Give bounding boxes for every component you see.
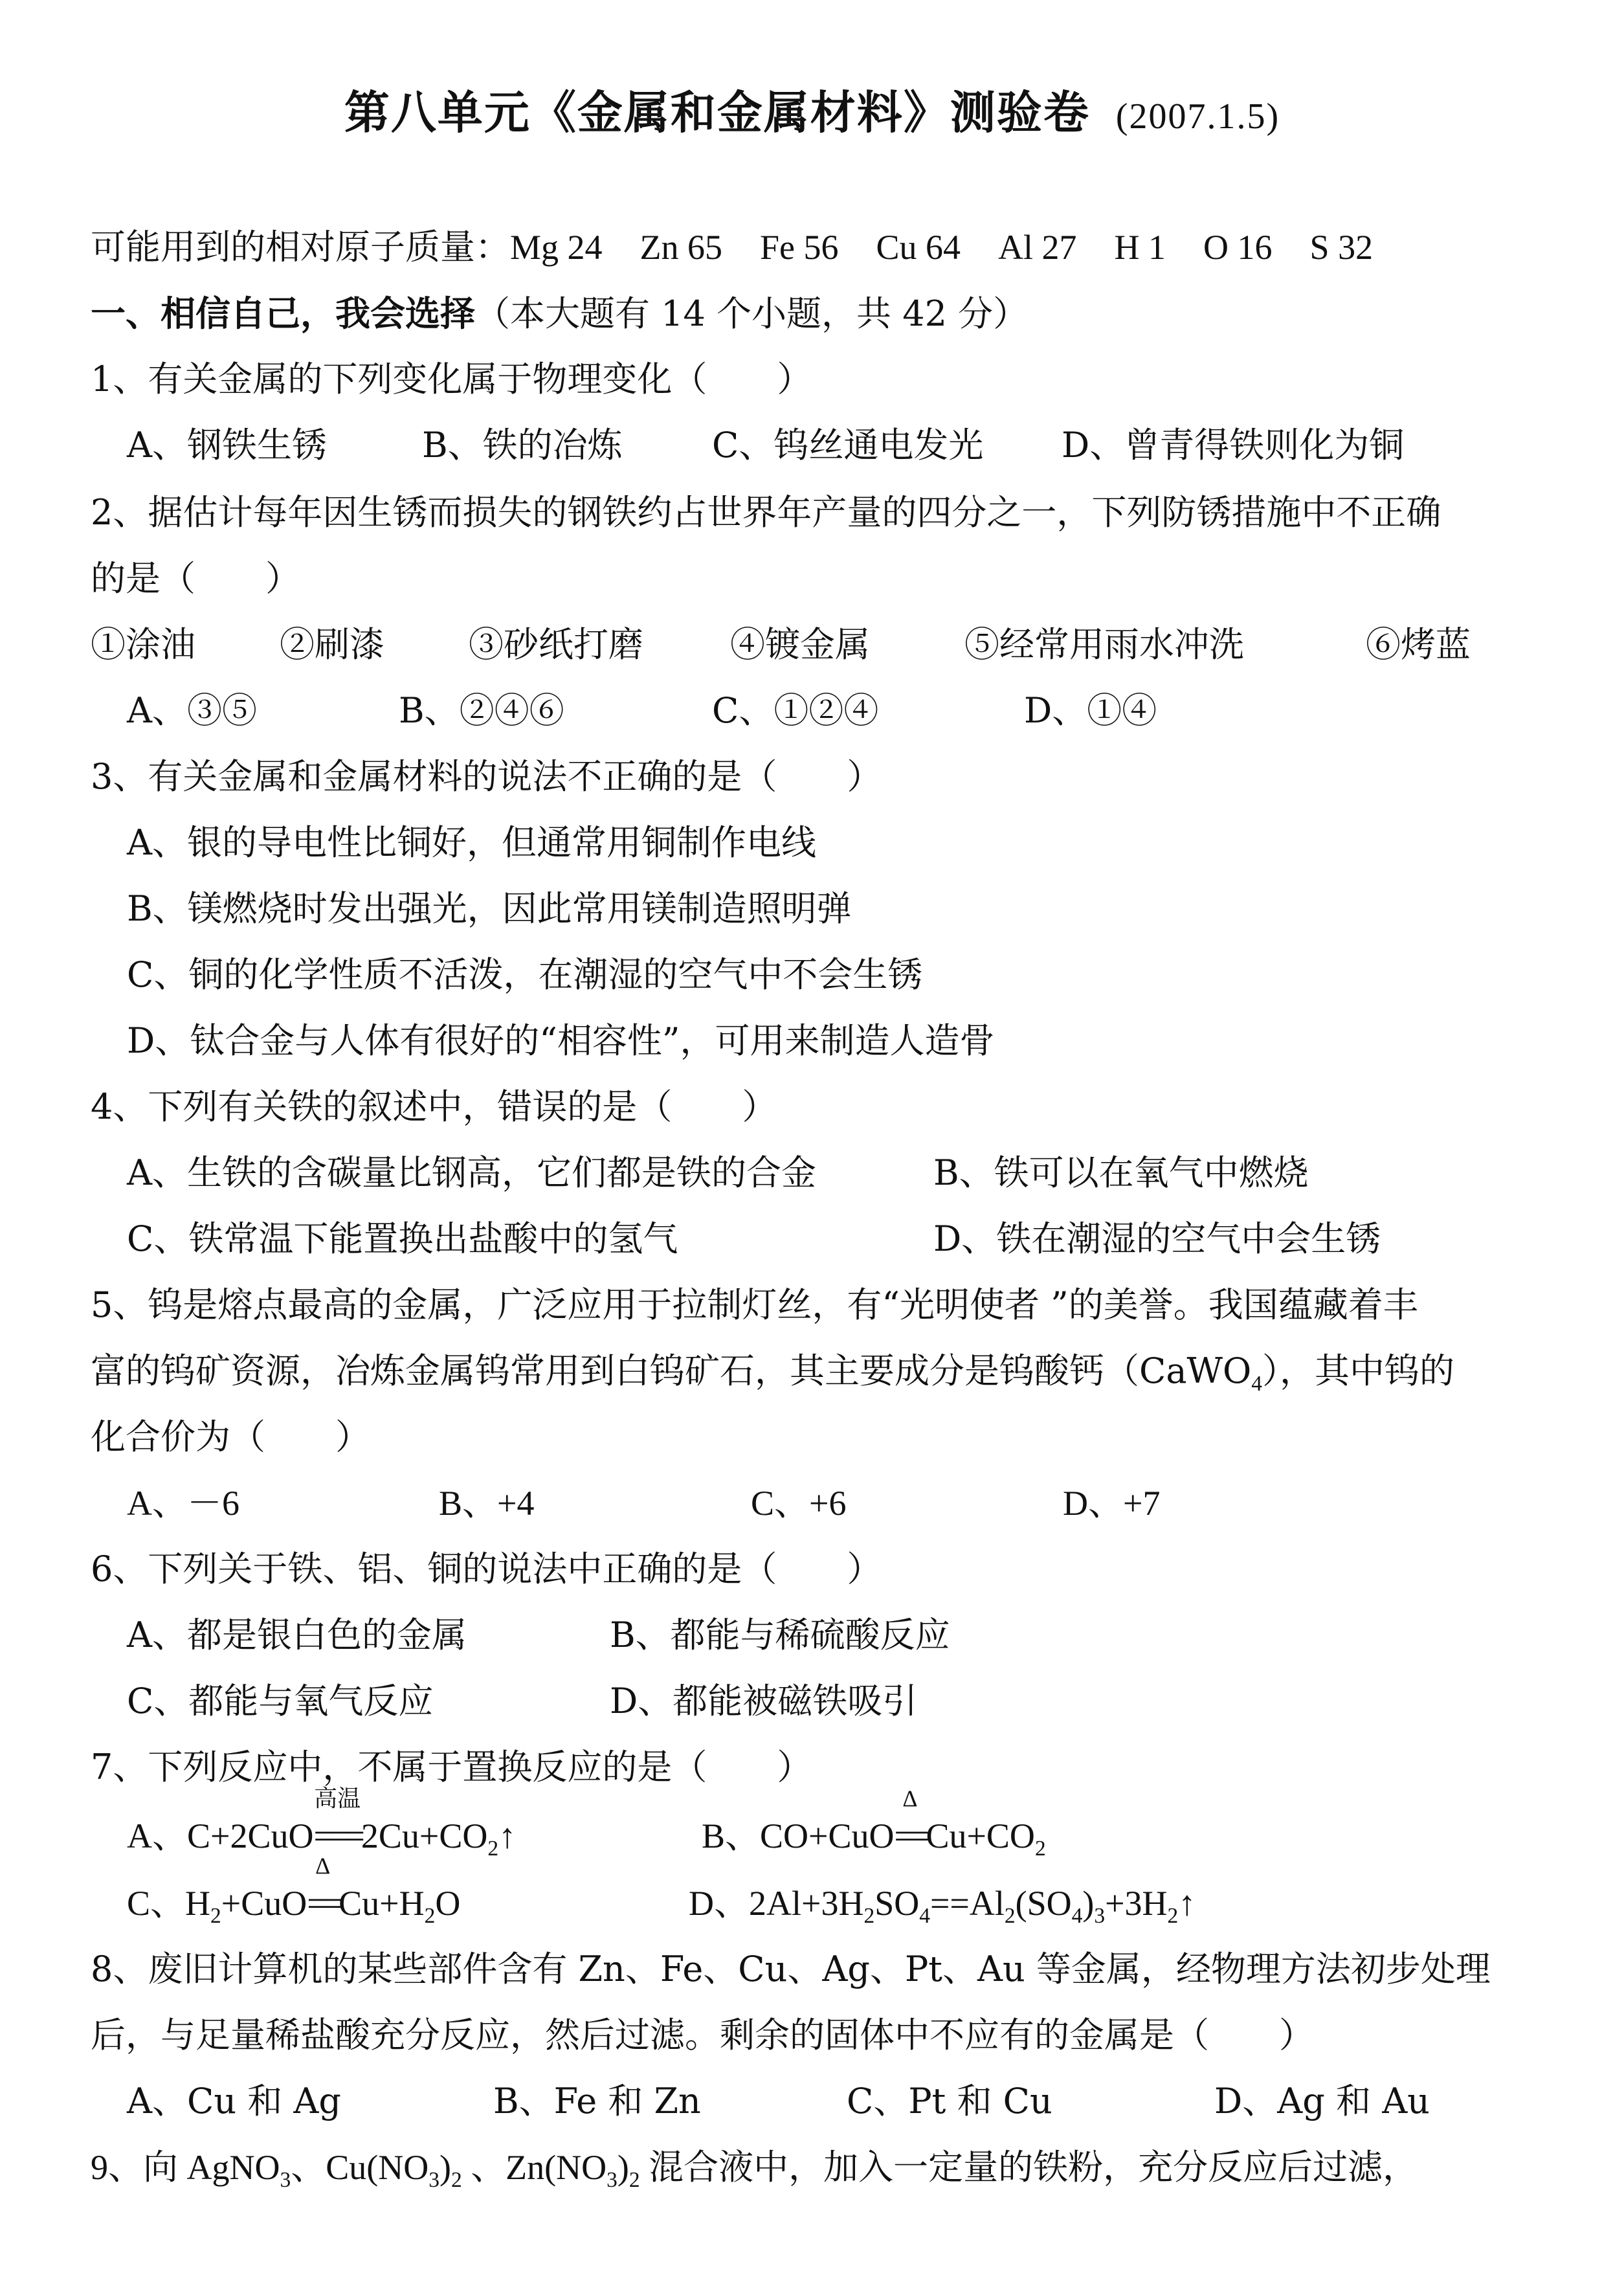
question-5-stem-line1: 5、钨是熔点最高的金属，广泛应用于拉制灯丝，有“光明使者 ”的美誉。我国蕴藏着丰 — [91, 1284, 1418, 1325]
condition-heat: Δ — [902, 1785, 918, 1811]
option-b[interactable]: B、+4 — [439, 1484, 535, 1523]
mass-item: Mg 24 — [510, 228, 603, 267]
question-9-stem: 9、向 AgNO$_3$、$Cu(NO_3)_2$ 、$Zn(NO_3)_2$ 混合液中，加入一定量的铁粉，充分反应后过滤， — [91, 2148, 1418, 2192]
option-d[interactable]: D、$2Al+3H_2SO_4==Al_2(SO_4)_3+3H_2↑$ — [689, 1884, 1196, 1928]
condition-high-temp: 高温 — [314, 1785, 361, 1811]
mass-item: Al 27 — [998, 228, 1077, 267]
question-8-stem-line1: 8、废旧计算机的某些部件含有 Zn、Fe、Cu、Ag、Pt、Au 等金属，经物理方法初步处理 — [91, 1949, 1491, 1989]
option-b[interactable]: B、铁可以在氧气中燃烧 — [933, 1152, 1309, 1193]
mass-item: H 1 — [1114, 228, 1166, 267]
stem-text: ），其中钨的 — [1262, 1350, 1455, 1391]
atomic-masses-line — [91, 224, 1541, 271]
measure-item: ③砂纸打磨 — [469, 624, 643, 665]
option-a[interactable]: A、银的导电性比铜好，但通常用铜制作电线 — [127, 822, 816, 863]
question-2-measures — [91, 621, 1541, 668]
option-d[interactable]: D、+7 — [1063, 1484, 1161, 1523]
option-d[interactable]: D、钛合金与人体有很好的“相容性”，可用来制造人造骨 — [127, 1020, 995, 1061]
question-4-options-row2 — [127, 1216, 1577, 1262]
exam-date: (2007.1.5) — [1115, 96, 1280, 137]
question-5-stem-line3: 化合价为（ ） — [91, 1416, 370, 1457]
measure-item: ②刷漆 — [280, 624, 384, 665]
question-2-options — [127, 688, 1577, 734]
question-6-options-row1 — [127, 1612, 1577, 1659]
option-b[interactable]: B、镁燃烧时发出强光，因此常用镁制造照明弹 — [127, 888, 852, 929]
reaction-condition: 高温 === — [313, 1785, 361, 1855]
section-heading — [91, 290, 1541, 337]
option-c[interactable]: C、①②④ — [712, 690, 879, 731]
option-d[interactable]: D、铁在潮湿的空气中会生锈 — [933, 1218, 1381, 1259]
mass-item: Fe 56 — [760, 228, 839, 267]
option-c[interactable]: C、铁常温下能置换出盐酸中的氢气 — [127, 1218, 678, 1259]
measure-item: ⑥烤蓝 — [1366, 624, 1471, 665]
section-note: （本大题有 14 个小题，共 42 分） — [475, 293, 1029, 334]
option-b[interactable]: B、Fe 和 Zn — [493, 2081, 701, 2121]
mass-item: Zn 65 — [640, 228, 723, 267]
question-5-options — [127, 1480, 1577, 1527]
option-c[interactable]: C、都能与氧气反应 — [127, 1681, 434, 1721]
option-d[interactable]: D、①④ — [1024, 690, 1157, 731]
option-a[interactable]: A、钢铁生锈 — [127, 425, 327, 465]
option-c[interactable]: C、Pt 和 Cu — [847, 2081, 1052, 2121]
question-6-options-row2 — [127, 1678, 1577, 1725]
mass-item: S 32 — [1309, 228, 1374, 267]
masses-label: 可能用到的相对原子质量： — [91, 227, 510, 267]
question-4-options-row1 — [127, 1150, 1577, 1196]
stem-text: 富的钨矿资源，冶炼金属钨常用到白钨矿石，其主要成分是钨酸钙（CaWO — [91, 1350, 1252, 1391]
option-c[interactable]: C、+6 — [751, 1484, 847, 1523]
title-text: 第八单元《金属和金属材料》测验卷 — [344, 85, 1090, 139]
mass-item: Cu 64 — [876, 228, 961, 267]
question-7-options-row2 — [127, 1853, 1577, 1928]
question-7-stem: 7、下列反应中，不属于置换反应的是（ ） — [91, 1747, 812, 1787]
option-d[interactable]: D、都能被磁铁吸引 — [610, 1681, 918, 1721]
question-6-stem: 6、下列关于铁、铝、铜的说法中正确的是（ ） — [91, 1549, 882, 1589]
option-c[interactable]: C、铜的化学性质不活泼，在潮湿的空气中不会生锈 — [127, 954, 923, 995]
option-c[interactable]: C、钨丝通电发光 — [712, 425, 984, 465]
stem-text: 混合液中，加入一定量的铁粉，充分反应后过滤， — [649, 2148, 1418, 2187]
option-a[interactable]: A、Cu 和 Ag — [127, 2081, 341, 2121]
option-b[interactable]: B、②④⑥ — [399, 690, 564, 731]
measure-item: ⑤经常用雨水冲洗 — [964, 624, 1244, 665]
measure-item: ④镀金属 — [730, 624, 870, 665]
question-8-options — [127, 2078, 1577, 2125]
option-d[interactable]: D、曾青得铁则化为铜 — [1062, 425, 1405, 465]
question-1-stem: 1、有关金属的下列变化属于物理变化（ ） — [91, 359, 812, 399]
option-a[interactable]: A、都是银白色的金属 — [127, 1615, 467, 1655]
mass-item: O 16 — [1203, 228, 1273, 267]
question-1-options — [127, 422, 1577, 469]
question-3-stem: 3、有关金属和金属材料的说法不正确的是（ ） — [91, 756, 882, 797]
exam-title — [0, 76, 1624, 142]
option-a[interactable]: A、C+2CuO 高温 $===2Cu+CO_2↑$ — [127, 1785, 517, 1861]
question-8-stem-line2: 后，与足量稀盐酸充分反应，然后过滤。剩余的固体中不应有的金属是（ ） — [91, 2015, 1314, 2055]
option-b[interactable]: B、铁的冶炼 — [422, 425, 623, 465]
section-title: 一、相信自己，我会选择 — [91, 293, 475, 334]
condition-heat: Δ — [315, 1853, 331, 1879]
reaction-condition: Δ == — [307, 1853, 339, 1923]
reaction-condition: Δ == — [894, 1785, 926, 1855]
option-b[interactable]: B、都能与稀硫酸反应 — [610, 1615, 950, 1655]
question-2-stem-line1: 2、据估计每年因生锈而损失的钢铁约占世界年产量的四分之一，下列防锈措施中不正确 — [91, 492, 1441, 533]
subscript: 4 — [1251, 1372, 1263, 1396]
question-4-stem: 4、下列有关铁的叙述中，错误的是（ ） — [91, 1086, 777, 1127]
option-a[interactable]: A、③⑤ — [127, 690, 257, 731]
option-a[interactable]: A、生铁的含碳量比钢高，它们都是铁的合金 — [127, 1152, 816, 1193]
measure-item: ①涂油 — [91, 624, 195, 665]
option-a[interactable]: A、－6 — [127, 1484, 239, 1523]
option-c[interactable]: C、$H_2+CuO$ Δ $==Cu+H_2O$ — [127, 1853, 461, 1928]
question-7-options-row1 — [127, 1785, 1577, 1861]
option-b[interactable]: B、CO+CuO Δ $==Cu+CO_2$ — [702, 1785, 1046, 1861]
question-2-stem-line2: 的是（ ） — [91, 558, 300, 599]
option-d[interactable]: D、Ag 和 Au — [1214, 2081, 1430, 2121]
question-5-stem-line2 — [91, 1348, 1541, 1394]
